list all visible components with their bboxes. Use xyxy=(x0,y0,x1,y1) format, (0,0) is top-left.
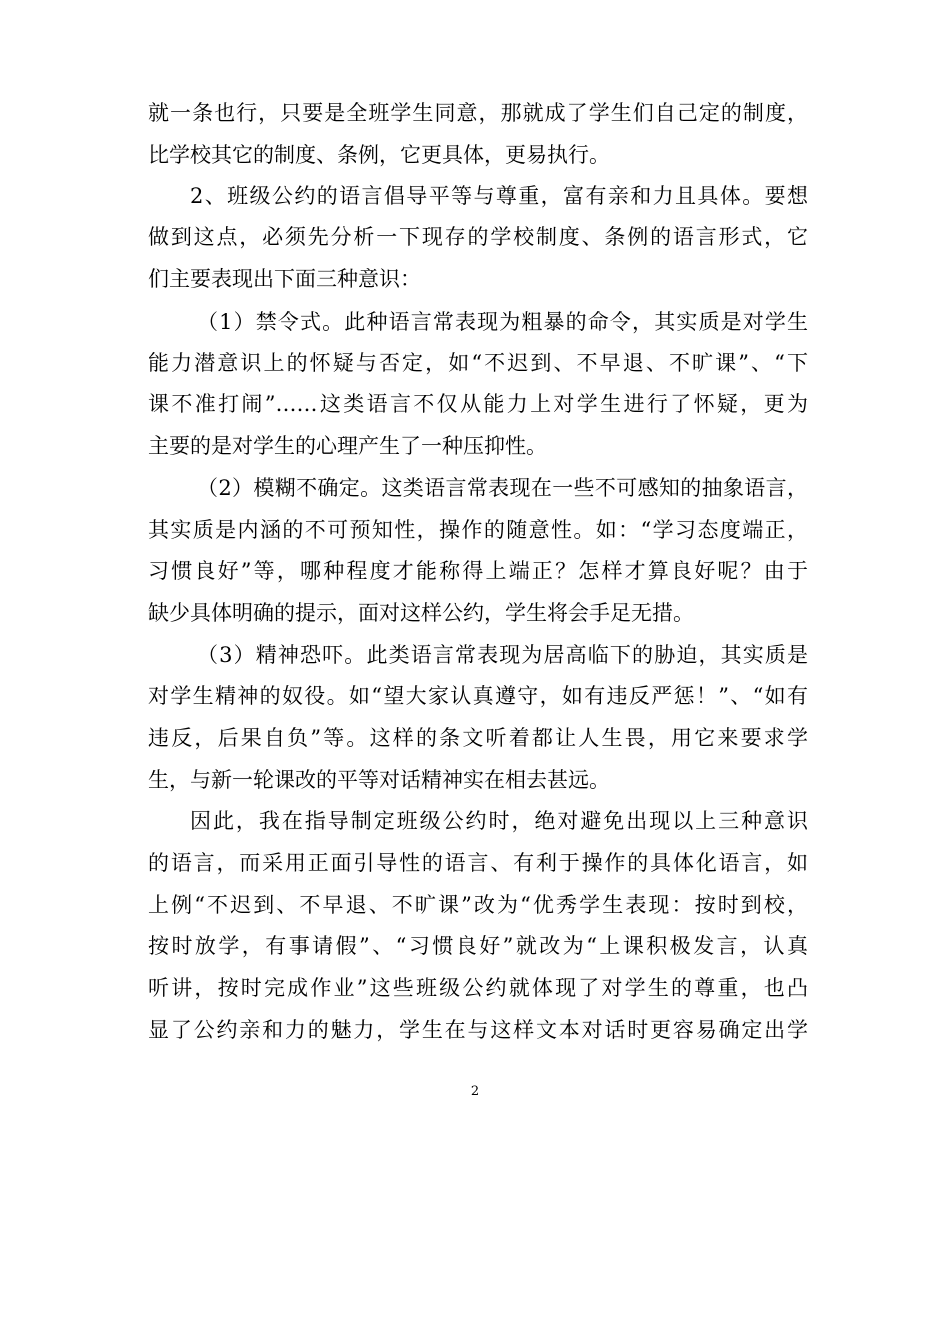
text-line: 的语言，而采用正面引导性的语言、有利于操作的具体化语言，如 xyxy=(148,851,808,875)
text-line: （3）精神恐吓。此类语言常表现为居高临下的胁迫，其实质是 xyxy=(197,643,808,667)
text-line: 生，与新一轮课改的平等对话精神实在相去甚远。 xyxy=(148,768,610,792)
text-line: （2）模糊不确定。这类语言常表现在一些不可感知的抽象语言， xyxy=(197,476,808,500)
text-line: 听讲，按时完成作业”这些班级公约就体现了对学生的尊重，也凸 xyxy=(148,976,808,1000)
text-line: 能力潜意识上的怀疑与否定，如“不迟到、不早退、不旷课”、“下 xyxy=(148,351,808,375)
text-line: （1）禁令式。此种语言常表现为粗暴的命令，其实质是对学生 xyxy=(197,310,808,334)
text-line: 缺少具体明确的提示，面对这样公约，学生将会手足无措。 xyxy=(148,601,694,625)
text-line: 2、班级公约的语言倡导平等与尊重，富有亲和力且具体。要想 xyxy=(190,184,808,208)
text-line: 主要的是对学生的心理产生了一种压抑性。 xyxy=(148,434,547,458)
text-line: 比学校其它的制度、条例，它更具体，更易执行。 xyxy=(148,143,610,167)
text-line: 按时放学，有事请假”、“习惯良好”就改为“上课积极发言，认真 xyxy=(148,934,808,958)
text-line: 课不准打闹”……这类语言不仅从能力上对学生进行了怀疑，更为 xyxy=(148,392,808,416)
text-line: 就一条也行，只要是全班学生同意，那就成了学生们自己定的制度， xyxy=(148,101,808,125)
text-line: 习惯良好”等，哪种程度才能称得上端正？怎样才算良好呢？由于 xyxy=(148,559,808,583)
text-line: 违反，后果自负”等。这样的条文听着都让人生畏，用它来要求学 xyxy=(148,726,808,750)
text-line: 其实质是内涵的不可预知性，操作的随意性。如：“学习态度端正， xyxy=(148,518,808,542)
text-line: 显了公约亲和力的魅力，学生在与这样文本对话时更容易确定出学 xyxy=(148,1018,808,1042)
text-line: 对学生精神的奴役。如“望大家认真遵守，如有违反严惩！”、“如有 xyxy=(148,684,808,708)
text-line: 因此，我在指导制定班级公约时，绝对避免出现以上三种意识 xyxy=(190,809,808,833)
page-number: 2 xyxy=(470,1084,480,1099)
text-line: 做到这点，必须先分析一下现存的学校制度、条例的语言形式，它 xyxy=(148,225,808,249)
text-line: 上例“不迟到、不早退、不旷课”改为“优秀学生表现：按时到校， xyxy=(148,893,808,917)
text-line: 们主要表现出下面三种意识： xyxy=(148,267,421,291)
